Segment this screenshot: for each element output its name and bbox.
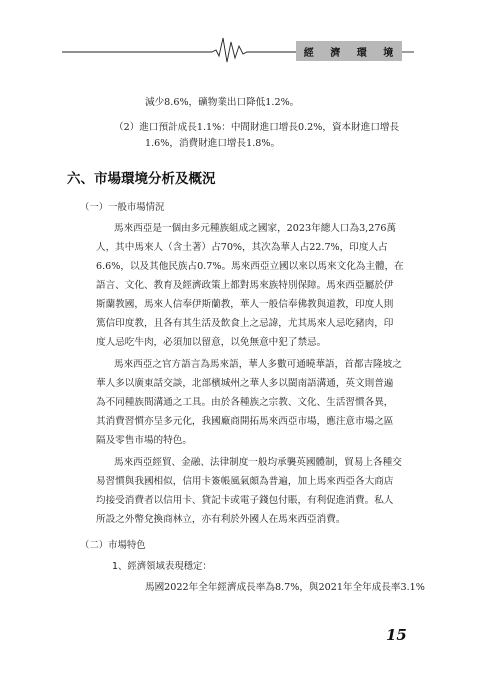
header-char: 濟 xyxy=(330,47,342,59)
subsection-heading: （二）市場特色 xyxy=(80,540,146,551)
paragraph-line: 馬國2022年全年經濟成長率為8.7%，與2021年全年成長率3.1% xyxy=(145,582,425,593)
paragraph-line: 均接受消費者以信用卡、貸記卡或電子錢包付賬，有利促進消費。私人 xyxy=(96,495,394,506)
list-item-import: （2）進口預計成長1.1%：中間財進口增長0.2%，資本財進口增長 xyxy=(114,122,400,133)
page-number: 15 xyxy=(386,626,407,644)
paragraph-line: 人，其中馬來人（含土著）占70%，其次為華人占22.7%，印度人占 xyxy=(96,242,388,253)
body-line: 1.6%，消費財進口增長1.8%。 xyxy=(145,138,281,149)
paragraph-line: 隔及零售市場的特色。 xyxy=(96,435,192,446)
paragraph-line: 其消費習慣亦呈多元化，我國廠商開拓馬來西亞市場，應注意市場之區 xyxy=(96,416,394,427)
paragraph-line: 6.6%，以及其他民族占0.7%。馬來西亞立國以來以馬來文化為主體，在 xyxy=(96,261,404,272)
running-header xyxy=(0,0,480,70)
paragraph-line: 所設之外幣兌換商林立，亦有利於外國人在馬來西亞消費。 xyxy=(96,514,346,525)
paragraph-line: 馬來西亞經貿、金融、法律制度一般均承襲英國體制，貿易上各種交 xyxy=(114,457,402,468)
list-item-label: 1、經濟領域表現穩定： xyxy=(112,561,212,572)
paragraph-line: 斯蘭教國，馬來人信奉伊斯蘭教，華人一般信奉佛教與道教，印度人則 xyxy=(96,299,394,310)
header-section-label xyxy=(296,41,402,61)
header-char: 境 xyxy=(383,47,395,59)
header-char: 環 xyxy=(356,47,368,59)
paragraph-line: 馬來西亞之官方語言為馬來語，華人多數可通曉華語，首都吉隆坡之 xyxy=(114,359,402,370)
paragraph-line: 華人多以廣東話交談，北部檳城州之華人多以閩南語溝通，英文則普遍 xyxy=(96,378,394,389)
header-pulse-line xyxy=(0,0,480,70)
paragraph-line: 馬來西亞是一個由多元種族組成之國家，2023年總人口為3,276萬 xyxy=(114,223,397,234)
paragraph-line: 易習慣與我國相似，信用卡簽帳風氣頗為普遍，加上馬來西亞各大商店 xyxy=(96,476,394,487)
subsection-heading: （一）一般市場情況 xyxy=(80,202,165,213)
paragraph-line: 語言、文化、教育及經濟政策上都對馬來族特別保障。馬來西亞屬於伊 xyxy=(96,280,394,291)
header-char: 經 xyxy=(303,47,315,59)
paragraph-line: 度人忌吃牛肉，必須加以留意，以免無意中犯了禁忌。 xyxy=(96,337,327,348)
section-heading: 六、市場環境分析及概況 xyxy=(67,171,216,187)
paragraph-line: 篤信印度教，且各有其生活及飲食上之忌諱，尤其馬來人忌吃豬肉，印 xyxy=(96,318,394,329)
paragraph-line: 為不同種族間溝通之工具。由於各種族之宗教、文化、生活習慣各異， xyxy=(96,397,394,408)
body-line: 減少8.6%，礦物業出口降低1.2%。 xyxy=(145,97,300,108)
